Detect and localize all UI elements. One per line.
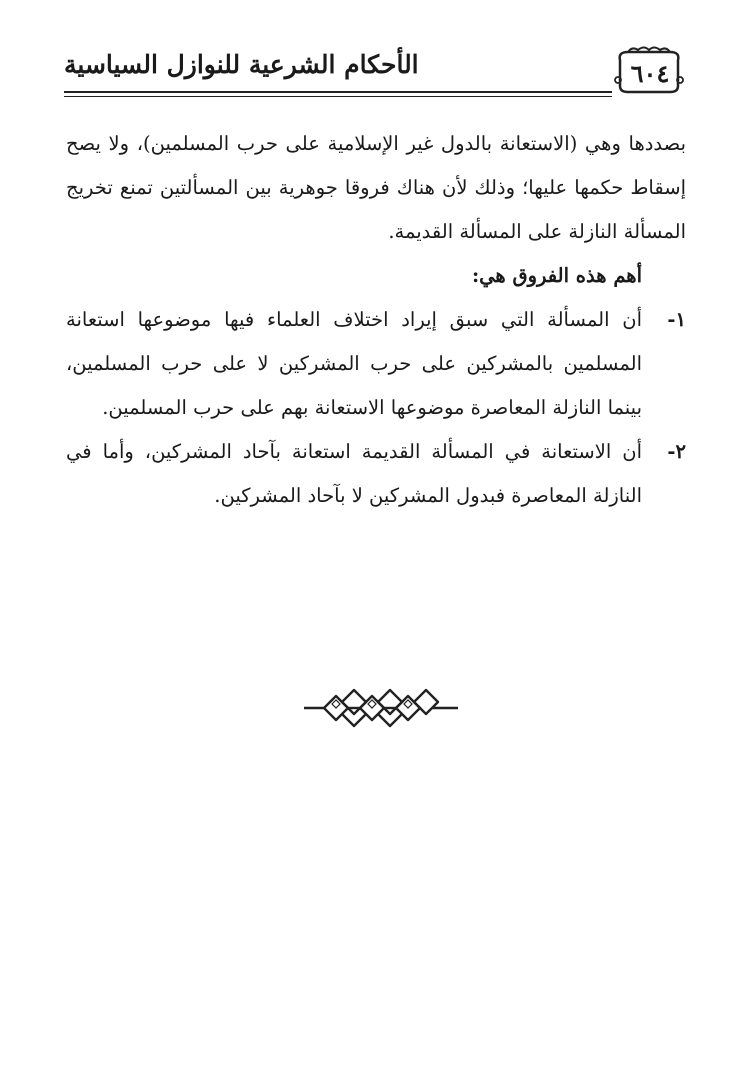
page-body xyxy=(66,122,686,518)
page-header xyxy=(64,40,686,100)
list-item xyxy=(66,430,686,518)
header-rule-thin xyxy=(64,96,612,97)
interlaced-knot-ornament-icon xyxy=(302,680,460,734)
list-item-text: أن المسألة التي سبق إيراد اختلاف العلماء فيها موضوعها استعانة المسلمين بالمشركين على حرب المشركين لا على حرب المسلمين، بينما النازلة المعاصرة موضوعها الاستعانة بهم على حرب المسلمين. xyxy=(66,308,642,419)
running-title: الأحكام الشرعية للنوازل السياسية xyxy=(64,50,419,79)
list-item-text: أن الاستعانة في المسألة القديمة استعانة بآحاد المشركين، وأما في النازلة المعاصرة فبدول المشركين لا بآحاد المشركين. xyxy=(66,440,642,507)
list-item xyxy=(66,298,686,430)
header-rule-thick xyxy=(64,91,612,93)
list-item-number: ٢- xyxy=(667,440,686,463)
differences-heading: أهم هذه الفروق هي: xyxy=(471,264,642,287)
intro-paragraph: بصددها وهي (الاستعانة بالدول غير الإسلامية على حرب المسلمين)، ولا يصح إسقاط حكمها عليها؛ وذلك لأن هناك فروقا جوهرية بين المسألتين تمنع تخريج المسألة النازلة على المسألة القديمة. xyxy=(66,132,686,243)
list-item-number: ١- xyxy=(667,308,686,331)
page-number: ٦٠٤ xyxy=(630,59,670,88)
page-number-frame xyxy=(614,46,684,94)
